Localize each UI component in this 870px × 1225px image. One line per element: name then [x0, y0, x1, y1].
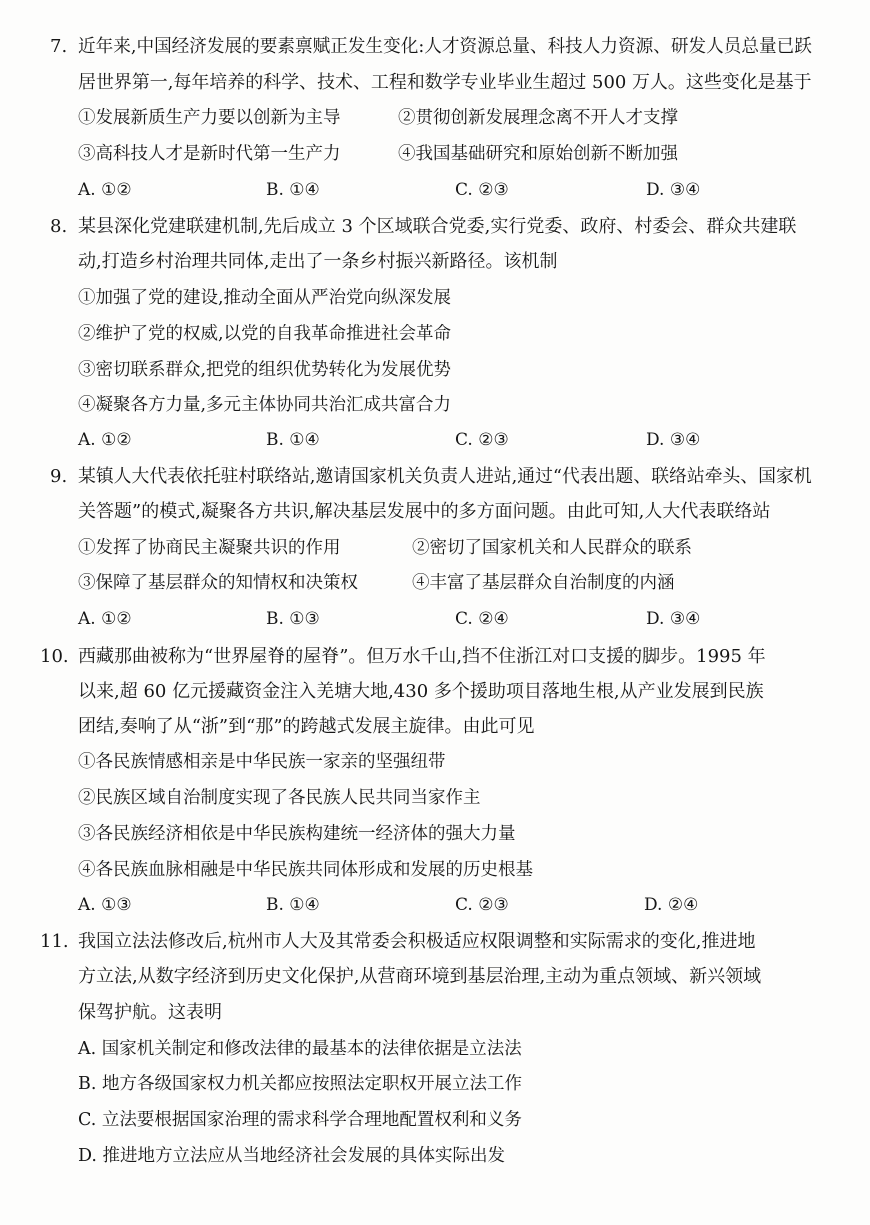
- question-stem-line: 我国立法法修改后,杭州市人大及其常委会积极适应权限调整和实际需求的变化,推进地: [78, 931, 756, 952]
- choice-c[interactable]: C. 立法要根据国家治理的需求科学合理地配置权利和义务: [78, 1110, 522, 1130]
- choice-a[interactable]: A. 国家机关制定和修改法律的最基本的法律依据是立法法: [78, 1039, 522, 1059]
- question-stem-line: 方立法,从数字经济到历史文化保护,从营商环境到基层治理,主动为重点领域、新兴领域: [78, 966, 762, 987]
- statement-1: ①发挥了协商民主凝聚共识的作用: [78, 538, 341, 558]
- statement-1: ①加强了党的建设,推动全面从严治党向纵深发展: [78, 288, 452, 308]
- choice-d[interactable]: D. ③④: [646, 609, 701, 629]
- statement-2: ②民族区域自治制度实现了各民族人民共同当家作主: [78, 788, 481, 808]
- question-stem-line: 动,打造乡村治理共同体,走出了一条乡村振兴新路径。该机制: [78, 251, 558, 272]
- statement-3: ③保障了基层群众的知情权和决策权: [78, 573, 358, 593]
- question-stem-line: 以来,超 60 亿元援藏资金注入羌塘大地,430 多个援助项目落地生根,从产业发展到民族: [78, 681, 764, 702]
- statement-4: ④丰富了基层群众自治制度的内涵: [412, 573, 675, 593]
- question-number: 9.: [50, 466, 68, 487]
- question-stem-line: 居世界第一,每年培养的科学、技术、工程和数学专业毕业生超过 500 万人。这些变化是基于: [78, 72, 812, 93]
- question-number: 10.: [40, 646, 69, 667]
- statement-3: ③各民族经济相依是中华民族构建统一经济体的强大力量: [78, 824, 516, 844]
- question-number: 8.: [50, 216, 68, 237]
- choice-d[interactable]: D. ②④: [644, 895, 699, 915]
- question-number: 7.: [50, 36, 68, 57]
- choice-c[interactable]: C. ②④: [455, 609, 509, 629]
- choice-a[interactable]: A. ①②: [78, 430, 132, 450]
- choice-c[interactable]: C. ②③: [455, 430, 509, 450]
- choice-c[interactable]: C. ②③: [455, 895, 509, 915]
- choice-d[interactable]: D. 推进地方立法应从当地经济社会发展的具体实际出发: [78, 1146, 506, 1166]
- choice-b[interactable]: B. ①④: [266, 895, 320, 915]
- choice-a[interactable]: A. ①③: [78, 895, 132, 915]
- choice-a[interactable]: A. ①②: [78, 609, 132, 629]
- question-stem-line: 保驾护航。这表明: [78, 1002, 222, 1023]
- choice-b[interactable]: B. ①③: [266, 609, 320, 629]
- choice-d[interactable]: D. ③④: [646, 430, 701, 450]
- statement-3: ③密切联系群众,把党的组织优势转化为发展优势: [78, 360, 452, 380]
- choice-b[interactable]: B. ①④: [266, 430, 320, 450]
- question-stem-line: 某县深化党建联建机制,先后成立 3 个区域联合党委,实行党委、政府、村委会、群众共建联: [78, 216, 797, 237]
- statement-2: ②贯彻创新发展理念离不开人才支撑: [398, 108, 678, 128]
- choice-c[interactable]: C. ②③: [455, 180, 509, 200]
- statement-1: ①发展新质生产力要以创新为主导: [78, 108, 341, 128]
- question-stem-line: 近年来,中国经济发展的要素禀赋正发生变化:人才资源总量、科技人力资源、研发人员总量已跃: [78, 36, 812, 57]
- statement-1: ①各民族情感相亲是中华民族一家亲的坚强纽带: [78, 752, 446, 772]
- question-stem-line: 某镇人大代表依托驻村联络站,邀请国家机关负责人进站,通过“代表出题、联络站牵头、国家机: [78, 466, 812, 487]
- choice-b[interactable]: B. ①④: [266, 180, 320, 200]
- statement-3: ③高科技人才是新时代第一生产力: [78, 144, 341, 164]
- question-stem-line: 关答题”的模式,凝聚各方共识,解决基层发展中的多方面问题。由此可知,人大代表联络站: [78, 501, 771, 522]
- choice-b[interactable]: B. 地方各级国家权力机关都应按照法定职权开展立法工作: [78, 1074, 522, 1094]
- statement-2: ②维护了党的权威,以党的自我革命推进社会革命: [78, 324, 452, 344]
- statement-2: ②密切了国家机关和人民群众的联系: [412, 538, 692, 558]
- statement-4: ④凝聚各方力量,多元主体协同共治汇成共富合力: [78, 395, 452, 415]
- statement-4: ④各民族血脉相融是中华民族共同体形成和发展的历史根基: [78, 860, 533, 880]
- statement-4: ④我国基础研究和原始创新不断加强: [398, 144, 678, 164]
- choice-d[interactable]: D. ③④: [646, 180, 701, 200]
- choice-a[interactable]: A. ①②: [78, 180, 132, 200]
- question-stem-line: 团结,奏响了从“浙”到“那”的跨越式发展主旋律。由此可见: [78, 716, 535, 737]
- question-stem-line: 西藏那曲被称为“世界屋脊的屋脊”。但万水千山,挡不住浙江对口支援的脚步。1995 年: [78, 646, 766, 667]
- question-number: 11.: [40, 931, 69, 952]
